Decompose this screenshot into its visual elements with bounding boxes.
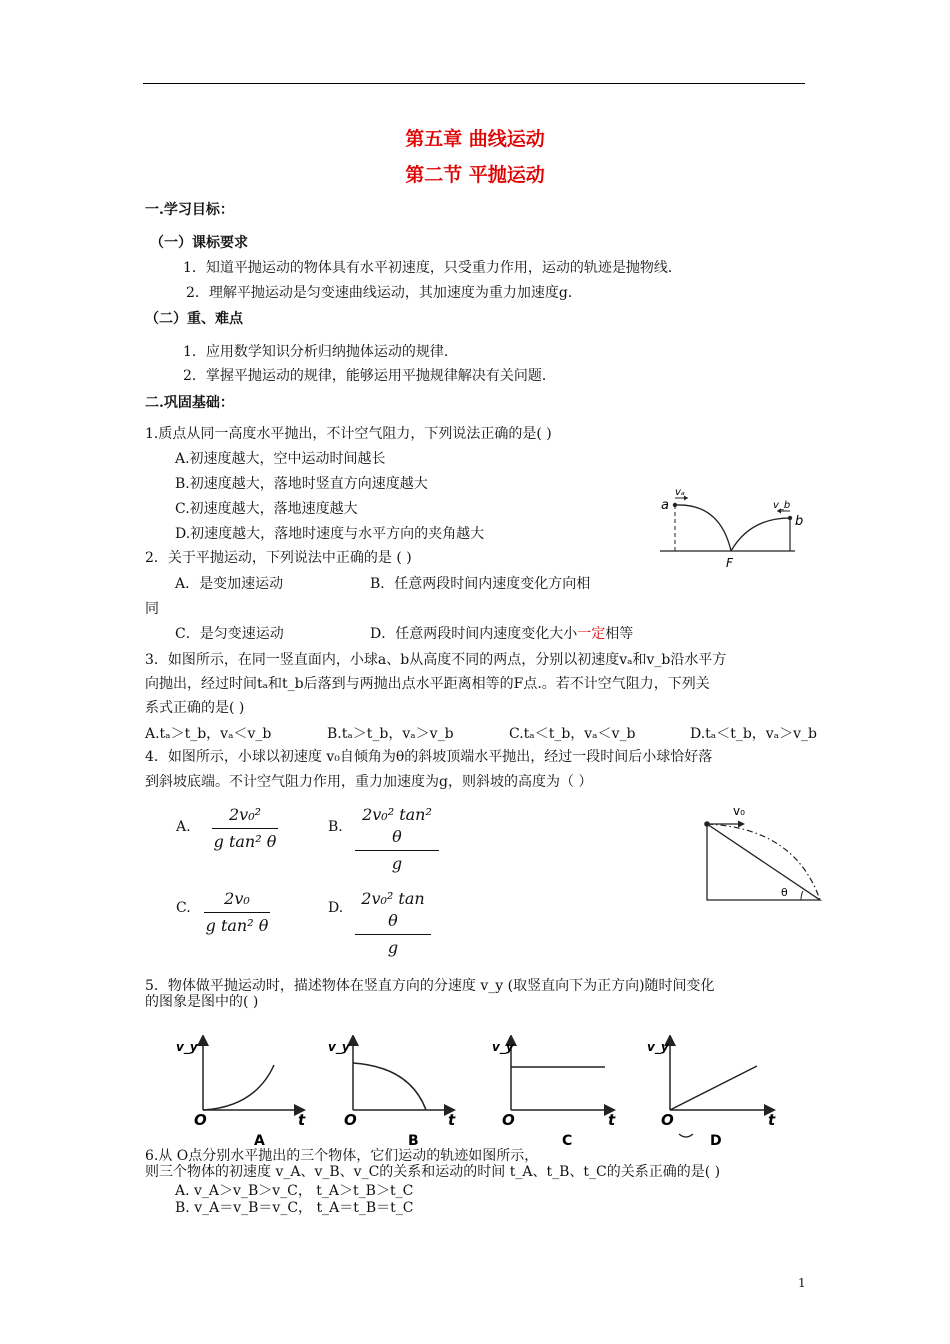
graph-a-label: A bbox=[254, 1133, 265, 1149]
ball-a bbox=[673, 503, 677, 507]
q5-line-2: 的图象是图中的( ) bbox=[145, 994, 259, 1010]
q1-option-d: D.初速度越大，落地时速度与水平方向的夹角越大 bbox=[175, 526, 485, 542]
q4-option-a-fraction bbox=[212, 804, 278, 853]
trajectory-a bbox=[675, 505, 731, 551]
graph-d bbox=[647, 1040, 776, 1149]
q3-option-b: B.tₐ＞t_b，vₐ＞v_b bbox=[327, 726, 454, 742]
key-points-heading: （二）重、难点 bbox=[145, 311, 243, 327]
q4-b-denominator: g bbox=[391, 854, 403, 873]
q4-c-denominator: g tan² θ bbox=[205, 916, 269, 935]
curve-a bbox=[203, 1065, 274, 1110]
angle-arc bbox=[801, 891, 803, 900]
goals-heading: 一.学习目标： bbox=[145, 202, 234, 218]
label-a: a bbox=[661, 498, 669, 513]
q1-option-a: A.初速度越大，空中运动时间越长 bbox=[175, 451, 386, 467]
key-point-2: 2．掌握平抛运动的规律，能够运用平抛规律解决有关问题． bbox=[183, 368, 556, 384]
label-va: vₐ bbox=[675, 487, 685, 498]
curve-b bbox=[353, 1063, 426, 1110]
q4-option-a-label: A. bbox=[176, 819, 191, 835]
q2-option-a: A．是变加速运动 bbox=[175, 576, 284, 592]
q6-line-2: 则三个物体的初速度 v_A、v_B、v_C的关系和运动的时间 t_A、t_B、t_C的关系正确的是( ) bbox=[145, 1164, 721, 1180]
q3-option-d: D.tₐ＜t_b，vₐ＞v_b bbox=[690, 726, 817, 742]
line-d bbox=[670, 1066, 757, 1110]
chapter-title: 第五章 曲线运动 bbox=[405, 128, 545, 150]
graph-b bbox=[328, 1040, 456, 1149]
q6-line-1: 6.从 O点分别水平抛出的三个物体，它们运动的轨迹如图所示， bbox=[145, 1148, 539, 1164]
q3-line-2: 向抛出，经过时间tₐ和t_b后落到与两抛出点水平距离相等的F点.。若不计空气阻力，下列关 bbox=[145, 676, 710, 692]
label-vb: v_b bbox=[773, 500, 791, 511]
q4-line-2: 到斜坡底端。不计空气阻力作用，重力加速度为g，则斜坡的高度为（ ） bbox=[145, 774, 593, 790]
trajectory-b bbox=[731, 518, 790, 551]
section-title: 第二节 平抛运动 bbox=[405, 164, 545, 186]
q1-option-c: C.初速度越大，落地速度越大 bbox=[175, 501, 358, 517]
graph-a-origin: O bbox=[194, 1111, 207, 1129]
incline-triangle bbox=[707, 824, 820, 900]
requirement-2: 2．理解平抛运动是匀变速曲线运动，其加速度为重力加速度g． bbox=[186, 285, 582, 301]
q3-line-3: 系式正确的是( ) bbox=[145, 700, 245, 716]
graph-c-label: C bbox=[562, 1133, 573, 1149]
q3-figure bbox=[655, 485, 805, 575]
q4-option-c-label: C. bbox=[176, 900, 191, 916]
q2-option-d-pre: D．任意两段时间内速度变化大小 bbox=[370, 626, 578, 642]
graph-a-xlabel: t bbox=[298, 1111, 306, 1129]
graph-c-ylabel: v_y bbox=[492, 1040, 514, 1054]
graph-b-ylabel: v_y bbox=[328, 1040, 350, 1054]
q4-option-c-fraction bbox=[204, 888, 270, 937]
q4-figure bbox=[695, 800, 830, 905]
q5-graphs bbox=[170, 1035, 810, 1150]
graph-d-ylabel: v_y bbox=[647, 1040, 669, 1054]
q5-line-1: 5．物体做平抛运动时，描述物体在竖直方向的分速度 v_y (取竖直向下为正方向)随时间变化 bbox=[145, 978, 715, 994]
q4-a-numerator: 2v₀² bbox=[228, 805, 262, 824]
q2-stem: 2．关于平抛运动，下列说法中正确的是 ( ) bbox=[145, 550, 412, 566]
label-F: F bbox=[726, 556, 733, 570]
label-v0: v₀ bbox=[733, 804, 745, 818]
q6-option-a: A. v_A＞v_B＞v_C， t_A＞t_B＞t_C bbox=[175, 1183, 414, 1199]
graph-c-origin: O bbox=[502, 1111, 515, 1129]
q2-option-c: C．是匀变速运动 bbox=[175, 626, 284, 642]
graph-b-origin: O bbox=[344, 1111, 357, 1129]
q6-figure-fragment bbox=[679, 1134, 693, 1137]
label-theta: θ bbox=[781, 886, 788, 899]
q4-option-d-fraction bbox=[355, 888, 431, 959]
q4-option-b-fraction bbox=[355, 804, 439, 875]
q3-line-1: 3．如图所示，在同一竖直面内，小球a、b从高度不同的两点，分别以初速度vₐ和v_b沿水平方 bbox=[145, 652, 727, 668]
graph-a bbox=[176, 1040, 306, 1149]
q4-line-1: 4．如图所示，小球以初速度 v₀自倾角为θ的斜坡顶端水平抛出，经过一段时间后小球恰好落 bbox=[145, 749, 713, 765]
q3-option-c: C.tₐ＜t_b，vₐ＜v_b bbox=[509, 726, 636, 742]
label-b: b bbox=[795, 514, 804, 529]
graph-c-xlabel: t bbox=[608, 1111, 616, 1129]
graph-b-label: B bbox=[408, 1133, 419, 1149]
q1-stem: 1.质点从同一高度水平抛出，不计空气阻力，下列说法正确的是( ) bbox=[145, 426, 552, 442]
ball-b bbox=[788, 516, 792, 520]
q2-option-d-highlight: 一定 bbox=[577, 626, 606, 642]
q4-d-denominator: g bbox=[387, 938, 399, 957]
graph-d-origin: O bbox=[661, 1111, 674, 1129]
header-rule bbox=[143, 83, 805, 84]
ball bbox=[704, 821, 710, 827]
q4-d-numerator: 2v₀² tan θ bbox=[361, 889, 425, 930]
curriculum-heading: （一）课标要求 bbox=[150, 235, 248, 251]
graph-d-label: D bbox=[710, 1133, 722, 1149]
q4-c-numerator: 2v₀ bbox=[224, 889, 250, 908]
q6-option-b: B. v_A＝v_B＝v_C， t_A＝t_B＝t_C bbox=[175, 1200, 414, 1216]
requirement-1: 1．知道平抛运动的物体具有水平初速度，只受重力作用，运动的轨迹是抛物线． bbox=[183, 260, 682, 276]
basics-heading: 二.巩固基础： bbox=[145, 395, 234, 411]
q4-a-denominator: g tan² θ bbox=[213, 832, 277, 851]
q4-option-d-label: D. bbox=[328, 900, 344, 916]
q2-option-d bbox=[370, 625, 633, 643]
graph-c bbox=[492, 1040, 616, 1149]
q4-b-numerator: 2v₀² tan² θ bbox=[362, 805, 432, 846]
q2-option-d-post: 相等 bbox=[605, 626, 634, 642]
q2-option-b-wrap: 同 bbox=[145, 601, 159, 617]
page-number: 1 bbox=[798, 1276, 806, 1290]
graph-d-xlabel: t bbox=[768, 1111, 776, 1129]
key-point-1: 1．应用数学知识分析归纳抛体运动的规律． bbox=[183, 344, 458, 360]
q2-option-b: B．任意两段时间内速度变化方向相 bbox=[370, 576, 591, 592]
graph-b-xlabel: t bbox=[448, 1111, 456, 1129]
q4-option-b-label: B. bbox=[328, 819, 343, 835]
graph-a-ylabel: v_y bbox=[176, 1040, 198, 1054]
q3-option-a: A.tₐ＞t_b，vₐ＜v_b bbox=[145, 726, 272, 742]
q1-option-b: B.初速度越大，落地时竖直方向速度越大 bbox=[175, 476, 428, 492]
